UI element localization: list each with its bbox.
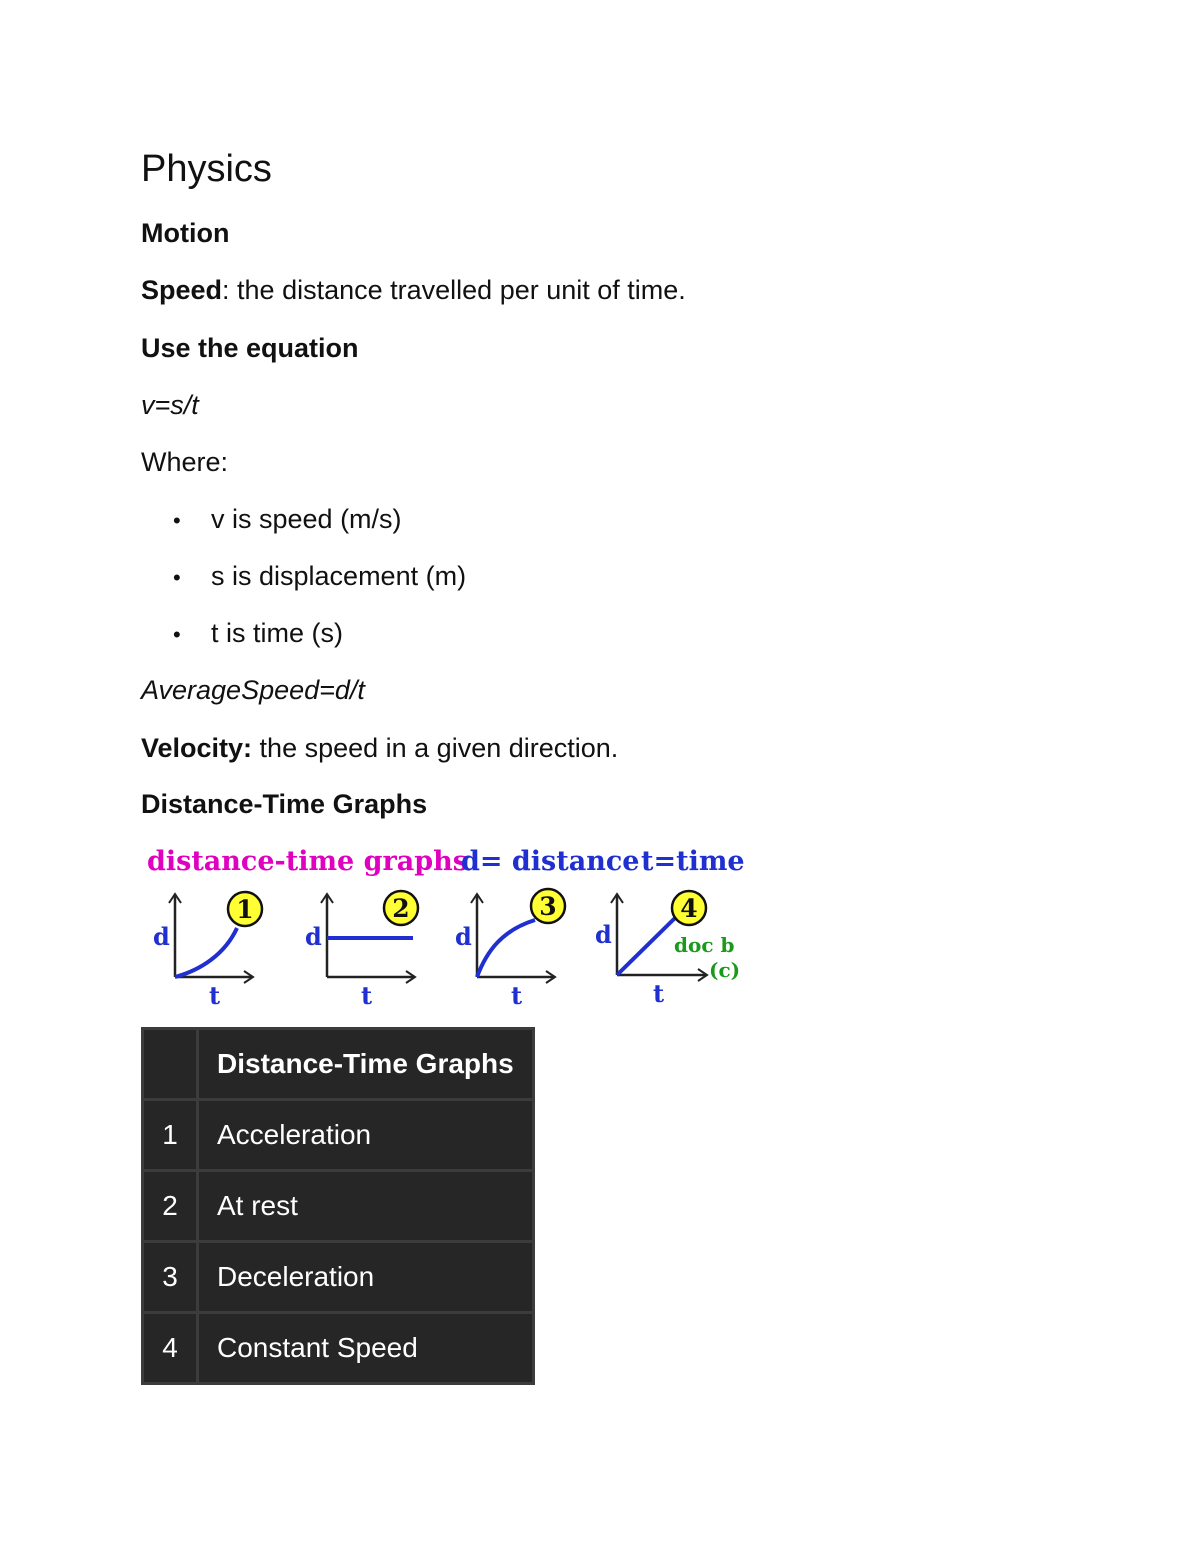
table-row — [143, 1313, 534, 1384]
speed-definition — [141, 273, 686, 307]
velocity-definition-text: the speed in a given direction. — [252, 733, 619, 763]
graph-panel-3 — [455, 889, 565, 1010]
axis-x-label: t — [653, 979, 665, 1008]
speed-equation: v=s/t — [141, 390, 199, 420]
equation-heading: Use the equation — [141, 333, 359, 363]
panel-number: 4 — [680, 894, 698, 923]
table-cell-motion: Acceleration — [198, 1100, 534, 1171]
acceleration-curve — [175, 928, 237, 977]
panel-number: 2 — [392, 894, 410, 923]
table-header-cell — [143, 1029, 198, 1100]
average-speed-equation: AverageSpeed=d/t — [141, 675, 365, 705]
axis-y-label: d — [455, 922, 472, 951]
figure-header-right: t=time — [641, 846, 745, 877]
bullet-item — [173, 616, 343, 652]
speed-definition-text: : the distance travelled per unit of time. — [222, 275, 686, 305]
axis-x-label: t — [361, 981, 373, 1010]
velocity-term: Velocity: — [141, 733, 253, 763]
graphs-svg — [141, 882, 747, 1010]
velocity-definition — [141, 731, 618, 765]
table-cell-motion: At rest — [198, 1171, 534, 1242]
axis-y-label: d — [153, 922, 170, 951]
distance-time-graphs-figure — [141, 838, 747, 1010]
speed-term: Speed — [141, 275, 223, 305]
table-header-row — [143, 1029, 534, 1100]
table-row — [143, 1242, 534, 1313]
table-header-cell: Distance-Time Graphs — [198, 1029, 534, 1100]
panel-number: 1 — [236, 895, 254, 924]
document-title: Physics — [141, 148, 272, 190]
bullet-item — [173, 502, 402, 538]
table-cell-number: 1 — [143, 1100, 198, 1171]
panel-number: 3 — [539, 892, 557, 921]
table-cell-number: 2 — [143, 1171, 198, 1242]
distance-time-graphs-table — [141, 1027, 535, 1385]
bullet-item — [173, 559, 466, 595]
graph-panel-2 — [305, 891, 418, 1010]
graph-panel-1 — [153, 892, 262, 1010]
table-row — [143, 1100, 534, 1171]
deceleration-curve — [477, 920, 535, 977]
panel4-note-doc: doc b — [674, 933, 735, 957]
axis-x-label: t — [209, 981, 221, 1010]
panel4-note-c: (c) — [709, 958, 741, 982]
table-cell-number: 3 — [143, 1242, 198, 1313]
bullet-dot-icon: • — [173, 565, 181, 590]
table-row — [143, 1171, 534, 1242]
section-heading-motion: Motion — [141, 218, 230, 248]
axis-y-label: d — [305, 922, 322, 951]
graph-panel-4 — [595, 891, 740, 1008]
constant-speed-line — [617, 918, 675, 975]
table-cell-number: 4 — [143, 1313, 198, 1384]
where-label: Where: — [141, 447, 229, 477]
figure-header-left: distance-time graphs — [147, 846, 468, 877]
figure-header-middle: d= distance — [461, 846, 640, 877]
table-cell-motion: Deceleration — [198, 1242, 534, 1313]
table-cell-motion: Constant Speed — [198, 1313, 534, 1384]
bullet-dot-icon: • — [173, 622, 181, 647]
axis-y-label: d — [595, 920, 612, 949]
bullet-text: v is speed (m/s) — [211, 504, 402, 534]
bullet-dot-icon: • — [173, 508, 181, 533]
bullet-text: s is displacement (m) — [211, 561, 467, 591]
axis-x-label: t — [511, 981, 523, 1010]
graphs-heading: Distance-Time Graphs — [141, 789, 428, 819]
bullet-text: t is time (s) — [211, 618, 343, 648]
